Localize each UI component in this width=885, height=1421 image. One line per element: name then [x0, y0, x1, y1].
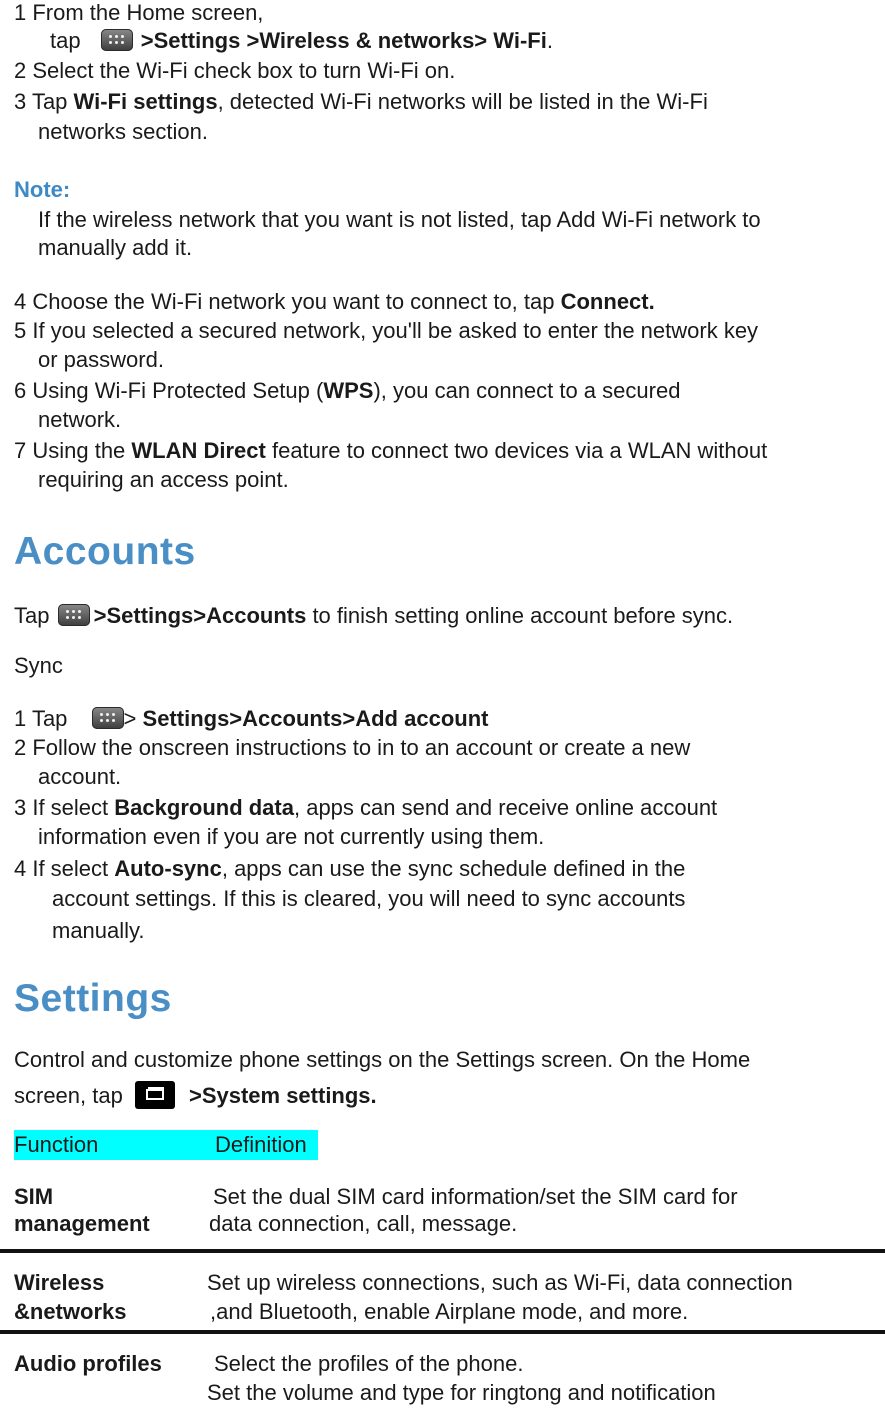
accounts-rest: to finish setting online account before sync.	[306, 603, 734, 628]
step-3-num: 3 Tap	[14, 89, 74, 114]
account-step-1-path: Settings>Accounts>Add account	[136, 706, 489, 731]
settings-intro-2	[14, 1081, 377, 1109]
account-step-4	[14, 856, 685, 882]
step-1-tap: tap	[50, 28, 81, 53]
table-row-1-definition-1: Set the dual SIM card information/set the SIM card for	[213, 1184, 738, 1209]
step-6-text	[14, 378, 680, 404]
table-header	[14, 1130, 318, 1160]
step-1-text: 1 From the Home screen,	[14, 0, 264, 25]
step-5-cont: or password.	[38, 347, 164, 372]
account-step-4-cont: account settings. If this is cleared, you will need to sync accounts	[52, 886, 686, 911]
step-4-b: Connect.	[560, 289, 655, 314]
step-7-a: 7 Using the	[14, 438, 132, 463]
step-1-path-line	[50, 28, 553, 54]
step-2-text: 2 Select the Wi-Fi check box to turn Wi-Fi on.	[14, 58, 456, 83]
table-row-1-function-1: SIM	[14, 1184, 54, 1209]
note-label: Note:	[14, 177, 71, 202]
settings-heading: Settings	[14, 977, 172, 1020]
apps-grid-icon	[92, 707, 124, 729]
step-7-text	[14, 438, 767, 464]
step-7-b: WLAN Direct	[131, 438, 266, 463]
account-step-4-a: 4 If select	[14, 856, 115, 881]
table-divider	[0, 1330, 885, 1334]
step-1-path: >Settings >Wireless & networks> Wi-Fi	[140, 28, 547, 53]
step-6-b: WPS	[323, 378, 374, 403]
step-3-text	[14, 89, 708, 115]
table-row-2-function-2: &networks	[14, 1299, 127, 1324]
step-6-a: 6 Using Wi-Fi Protected Setup (	[14, 378, 324, 403]
account-step-3-c: , apps can send and receive online account	[293, 795, 718, 820]
account-step-3-a: 3 If select	[14, 795, 115, 820]
step-3-rest: , detected Wi-Fi networks will be listed in the Wi-Fi	[217, 89, 708, 114]
step-4-text	[14, 289, 655, 315]
account-step-4-b: Auto-sync	[114, 856, 222, 881]
table-row-2-definition-1: Set up wireless connections, such as Wi-Fi, data connection	[207, 1270, 793, 1295]
step-5-text: 5 If you selected a secured network, you'll be asked to enter the network key	[14, 318, 759, 343]
step-6-c: ), you can connect to a secured	[373, 378, 681, 403]
settings-intro-tap: screen, tap	[14, 1083, 123, 1108]
table-row-3-definition-1: Select the profiles of the phone.	[214, 1351, 524, 1376]
account-step-2-cont: account.	[38, 764, 122, 789]
step-1-end: .	[546, 28, 553, 53]
account-step-3-cont: information even if you are not currently using them.	[38, 824, 545, 849]
account-step-3-b: Background data	[114, 795, 294, 820]
account-step-1-gt: >	[123, 706, 137, 731]
account-step-2: 2 Follow the onscreen instructions to in to an account or create a new	[14, 735, 691, 760]
step-4-a: 4 Choose the Wi-Fi network you want to connect to, tap	[14, 289, 561, 314]
step-3-bold: Wi-Fi settings	[73, 89, 218, 114]
table-divider	[0, 1249, 885, 1253]
apps-grid-icon	[58, 604, 90, 626]
step-6-cont: network.	[38, 407, 122, 432]
table-row-2-definition-2: ,and Bluetooth, enable Airplane mode, and more.	[210, 1299, 689, 1324]
table-row-3-function-1: Audio profiles	[14, 1351, 162, 1376]
step-3-cont: networks section.	[38, 119, 208, 144]
table-row-1-function-2: management	[14, 1211, 150, 1236]
account-step-4-c: , apps can use the sync schedule defined in the	[221, 856, 686, 881]
note-line-2: manually add it.	[38, 235, 193, 260]
accounts-heading: Accounts	[14, 530, 196, 573]
account-step-3	[14, 795, 717, 821]
accounts-path: >Settings>Accounts	[93, 603, 307, 628]
apps-grid-icon	[101, 29, 133, 51]
accounts-intro	[14, 603, 733, 629]
table-header-definition: Definition	[215, 1132, 307, 1157]
step-7-cont: requiring an access point.	[38, 467, 289, 492]
settings-intro-path: >System settings.	[188, 1083, 377, 1108]
note-line-1: If the wireless network that you want is not listed, tap Add Wi-Fi network to	[38, 207, 761, 232]
accounts-tap: Tap	[14, 603, 50, 628]
settings-intro-1: Control and customize phone settings on the Settings screen. On the Home	[14, 1047, 751, 1072]
table-row-2-function-1: Wireless	[14, 1270, 105, 1295]
menu-icon	[135, 1081, 175, 1109]
step-7-c: feature to connect two devices via a WLAN without	[265, 438, 768, 463]
account-step-1	[14, 706, 488, 732]
table-row-1-definition-2: data connection, call, message.	[209, 1211, 518, 1236]
table-header-function: Function	[14, 1132, 99, 1157]
account-step-1-num: 1 Tap	[14, 706, 68, 731]
table-row-3-definition-2: Set the volume and type for ringtong and notification	[207, 1380, 716, 1405]
account-step-4-cont2: manually.	[52, 918, 145, 943]
sync-label: Sync	[14, 653, 63, 678]
